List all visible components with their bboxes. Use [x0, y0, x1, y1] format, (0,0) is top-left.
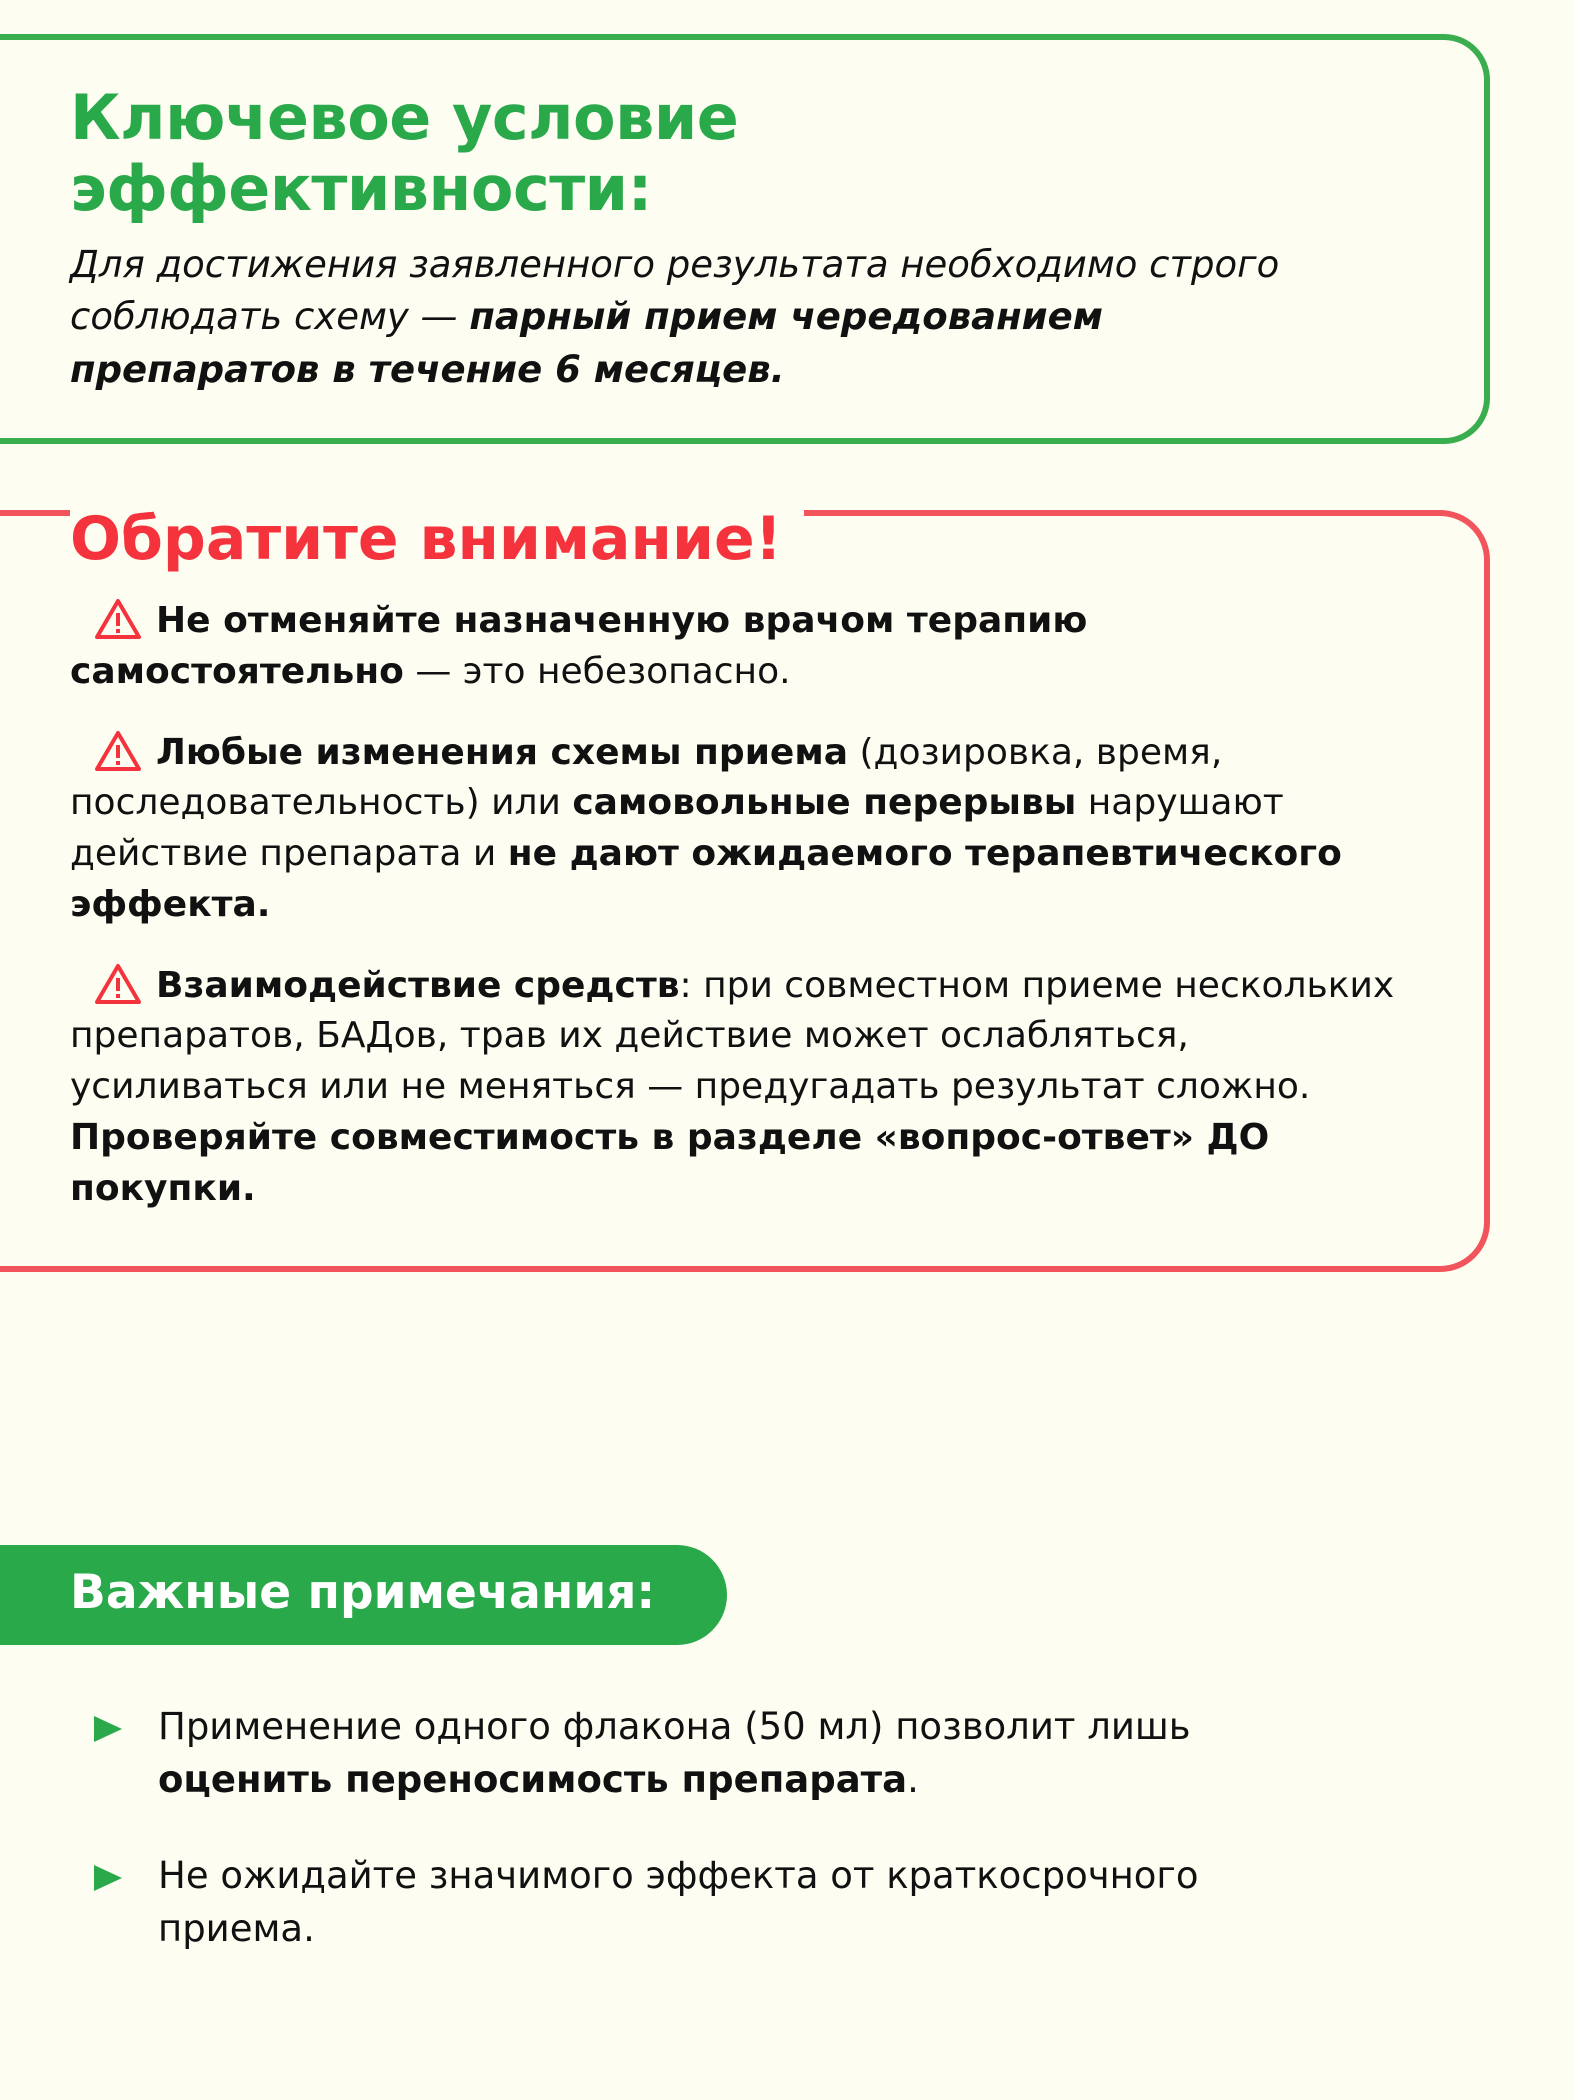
key-condition-section: [0, 34, 1490, 444]
note-plain-2: .: [907, 1758, 919, 1802]
attention-item-bold-1: Любые изменения схемы приема: [156, 731, 849, 773]
important-notes-list: [92, 1700, 1412, 1997]
attention-section: [0, 504, 1490, 1272]
key-condition-title-line1: Ключевое условие: [70, 81, 739, 154]
attention-item: [70, 728, 1406, 931]
attention-items: [70, 596, 1406, 1214]
warning-triangle-icon: [94, 963, 142, 1005]
list-item: [92, 1849, 1412, 1956]
attention-item: [70, 961, 1406, 1215]
attention-title: Обратите внимание!: [70, 506, 804, 572]
list-item-text: Не ожидайте значимого эффекта от краткосрочного приема.: [158, 1853, 1199, 1950]
key-condition-title-line2: эффективности:: [70, 152, 652, 226]
triangle-right-icon: [92, 1863, 132, 1893]
attention-item-bold-2: Проверяйте совместимость в разделе «вопрос-ответ» ДО покупки.: [70, 1116, 1270, 1209]
attention-item-bold-1: Не отменяйте назначенную врачом терапию самостоятельно: [70, 600, 1088, 692]
attention-item-bold-1: Взаимодействие средств: [156, 964, 680, 1006]
attention-item: [70, 596, 1406, 698]
list-item-text: [158, 1700, 1338, 1807]
note-plain-1: Применение одного флакона (50 мл) позволит лишь: [158, 1705, 1191, 1748]
triangle-right-icon: [92, 1714, 132, 1744]
warning-triangle-icon: [94, 730, 142, 772]
key-condition-body: [70, 239, 1360, 397]
note-bold-1: оценить переносимость препарата: [158, 1758, 908, 1802]
key-condition-title: [70, 82, 860, 225]
attention-item-plain-1: (дозировка, время, последовательность) или: [70, 731, 1223, 824]
important-notes-heading: Важные примечания:: [0, 1545, 727, 1645]
attention-item-plain-1: : при совместном приеме нескольких препаратов, БАДов, трав их действие может ослабляться, усиливаться или не меняться — предугадать результат сложно.: [70, 964, 1395, 1107]
attention-item-bold-3: не дают ожидаемого терапевтического эффекта.: [70, 833, 1342, 925]
warning-triangle-icon: [94, 598, 142, 640]
list-item: [92, 1700, 1412, 1807]
attention-item-plain-1: — это небезопасно.: [403, 650, 791, 692]
attention-item-plain-2: нарушают действие препарата и: [70, 782, 1284, 874]
attention-item-bold-2: самовольные перерывы: [572, 782, 1077, 824]
key-condition-body-plain: Для достижения заявленного результата необходимо строго соблюдать схему —: [70, 242, 1280, 339]
key-condition-body-bold: парный прием чередованием препаратов в течение 6 месяцев.: [70, 295, 1103, 391]
